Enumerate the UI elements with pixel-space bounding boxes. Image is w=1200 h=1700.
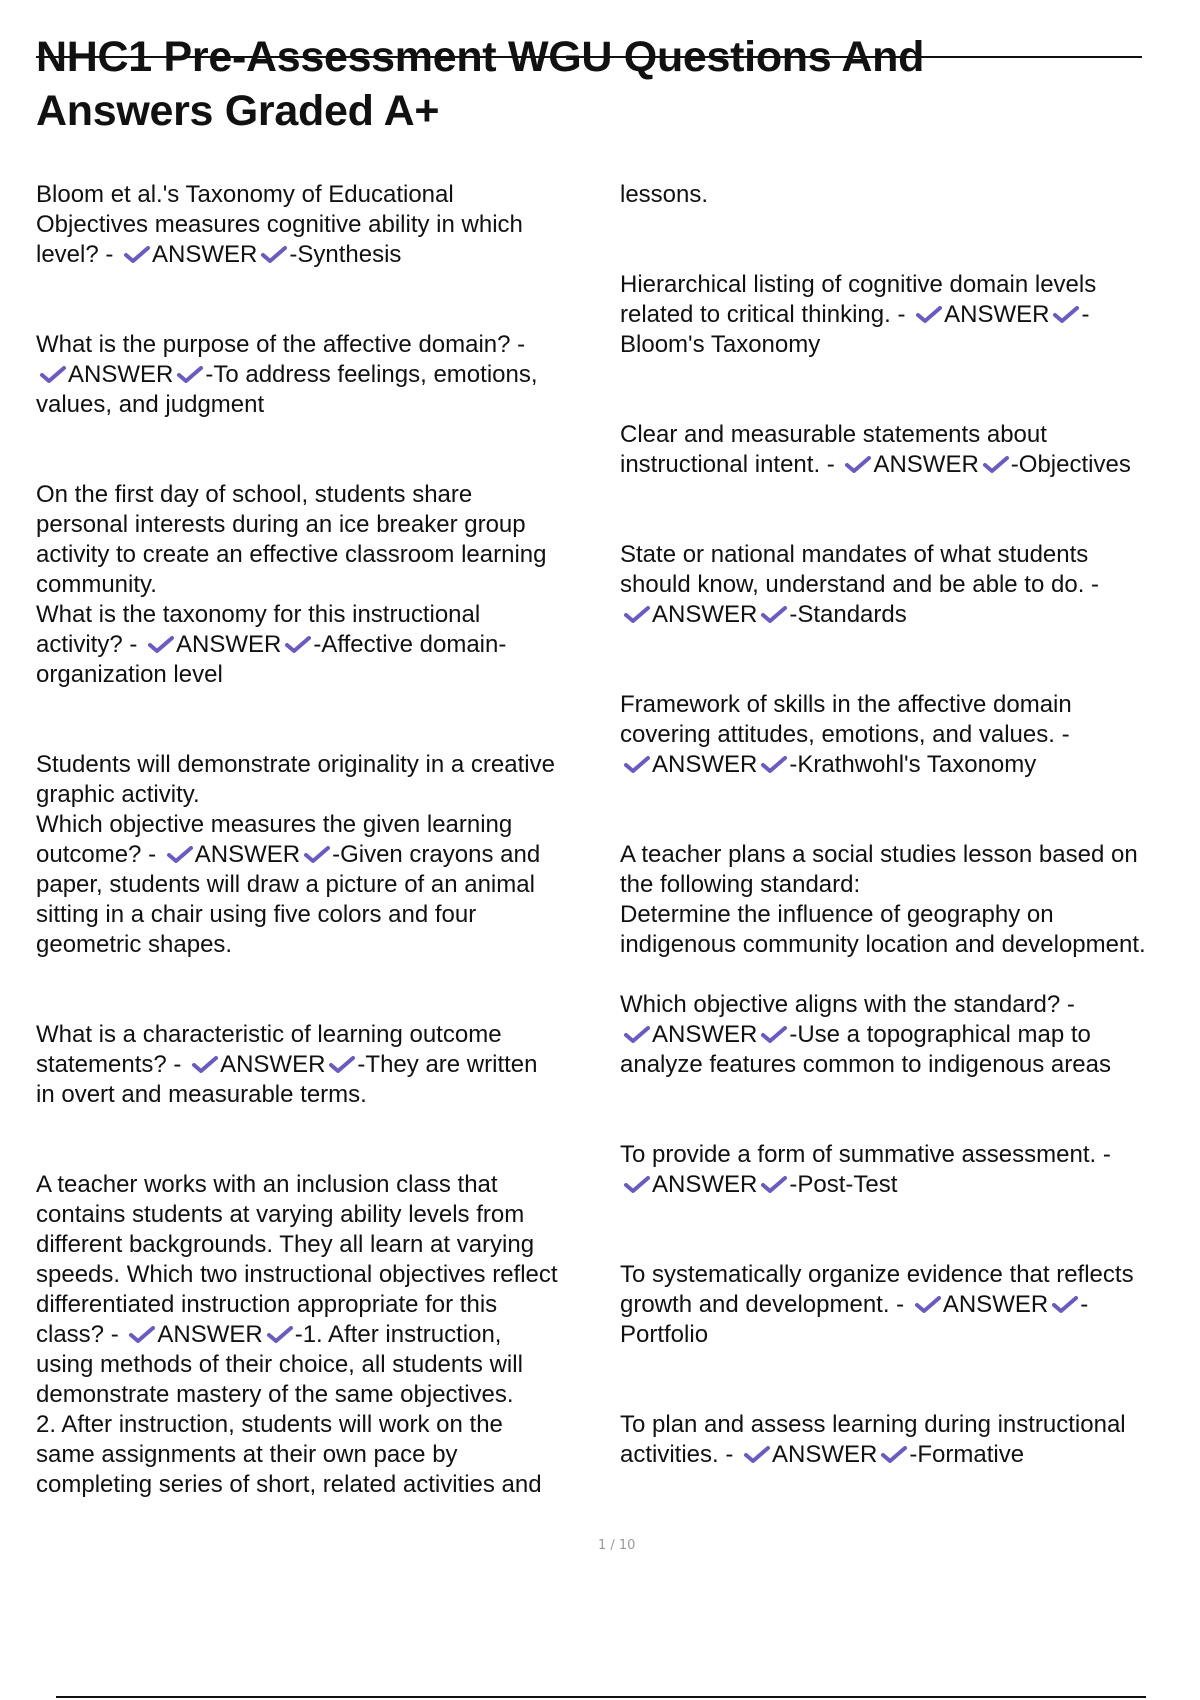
answer-line <box>620 750 1200 780</box>
question-text: What is a characteristic of learning outcome <box>36 1021 502 1048</box>
qa-item <box>620 540 1200 630</box>
check-icon <box>624 756 650 774</box>
answer-label: ANSWER <box>652 751 758 778</box>
answer-text: -1. After instruction, <box>294 1321 502 1348</box>
answer-line <box>36 360 611 390</box>
answer-text: - <box>1081 301 1090 328</box>
question-text: activity to create an effective classroom learning <box>36 541 547 568</box>
qa-item <box>620 690 1200 780</box>
qa-continuation <box>620 180 1200 210</box>
question-text: differentiated instruction appropriate for this <box>36 1291 498 1318</box>
question-text: Objectives measures cognitive ability in which <box>36 211 523 238</box>
answer-label: ANSWER <box>194 841 301 868</box>
answer-text: - <box>1080 1291 1089 1318</box>
answer-label: ANSWER <box>157 1321 263 1348</box>
answer-text: 2. After instruction, students will work on the <box>36 1411 503 1438</box>
answer-line <box>620 1020 1200 1050</box>
answer-text: demonstrate mastery of the same objectives. <box>36 1381 514 1408</box>
question-text: graphic activity. <box>36 781 200 808</box>
question-answer-line <box>620 300 1200 330</box>
question-text: covering attitudes, emotions, and values. - <box>620 721 1070 748</box>
question-text: Which objective aligns with the standard? - <box>620 991 1075 1018</box>
question-text: To provide a form of summative assessment. - <box>620 1141 1111 1168</box>
right-column <box>620 180 1200 1470</box>
answer-label: ANSWER <box>772 1441 878 1468</box>
title-line-2: Answers Graded A+ <box>36 87 440 135</box>
question-text: activity? - <box>36 631 138 658</box>
question-text: On the first day of school, students share <box>36 481 473 508</box>
bottom-rule <box>56 1696 1146 1698</box>
answer-text: paper, students will draw a picture of an animal <box>36 871 535 898</box>
question-text: different backgrounds. They all learn at varying <box>36 1231 535 1258</box>
question-text: Determine the influence of geography on <box>620 901 1054 928</box>
check-icon <box>915 1296 941 1314</box>
title-line-1: NHC1 Pre-Assessment WGU Questions And <box>36 33 925 81</box>
check-icon <box>177 366 203 384</box>
question-text: A teacher plans a social studies lesson based on <box>620 841 1138 868</box>
question-answer-line <box>620 1440 1200 1470</box>
answer-line <box>620 1170 1200 1200</box>
check-icon <box>881 1446 907 1464</box>
answer-text: -To address feelings, emotions, <box>205 361 538 388</box>
answer-label: ANSWER <box>942 1291 1049 1318</box>
question-text: should know, understand and be able to do. - <box>620 571 1100 598</box>
qa-item <box>620 840 1200 1080</box>
answer-label: ANSWER <box>68 361 174 388</box>
question-text: the following standard: <box>620 871 861 898</box>
answer-line <box>620 600 1200 630</box>
question-text: personal interests during an ice breaker group <box>36 511 526 538</box>
question-text: statements? - <box>36 1051 182 1078</box>
answer-text: sitting in a chair using five colors and four <box>36 901 477 928</box>
check-icon <box>761 1026 787 1044</box>
answer-text: organization level <box>36 661 223 688</box>
check-icon <box>916 306 942 324</box>
answer-label: ANSWER <box>652 601 758 628</box>
qa-item <box>36 330 611 420</box>
question-text: activities. - <box>620 1441 734 1468</box>
question-text: Bloom et al.'s Taxonomy of Educational <box>36 181 454 208</box>
question-answer-line <box>620 450 1200 480</box>
check-icon <box>624 1176 650 1194</box>
qa-item <box>36 180 611 270</box>
question-answer-line <box>36 840 611 870</box>
question-answer-line <box>36 630 611 660</box>
answer-text: -Post-Test <box>789 1171 898 1198</box>
check-icon <box>267 1326 293 1344</box>
qa-item <box>36 1170 611 1500</box>
answer-text: Bloom's Taxonomy <box>620 331 821 358</box>
question-answer-line <box>36 1050 611 1080</box>
answer-text: -Krathwohl's Taxonomy <box>789 751 1037 778</box>
check-icon <box>124 246 150 264</box>
answer-text: using methods of their choice, all students will <box>36 1351 523 1378</box>
page-indicator: 1 / 10 <box>598 1538 636 1553</box>
question-text: Hierarchical listing of cognitive domain levels <box>620 271 1097 298</box>
qa-item <box>620 420 1200 480</box>
check-icon <box>148 636 174 654</box>
answer-label: ANSWER <box>944 301 1050 328</box>
check-icon <box>129 1326 155 1344</box>
check-icon <box>1053 306 1079 324</box>
qa-item <box>36 1020 611 1110</box>
answer-text: -They are written <box>357 1051 538 1078</box>
answer-text: geometric shapes. <box>36 931 233 958</box>
question-text: To plan and assess learning during instructional <box>620 1411 1126 1438</box>
qa-item <box>36 480 611 690</box>
answer-text: -Use a topographical map to <box>789 1021 1091 1048</box>
check-icon <box>624 606 650 624</box>
qa-item <box>620 270 1200 360</box>
qa-item <box>620 1140 1200 1200</box>
answer-label: ANSWER <box>873 451 979 478</box>
check-icon <box>761 1176 787 1194</box>
answer-text: in overt and measurable terms. <box>36 1081 367 1108</box>
check-icon <box>845 456 871 474</box>
check-icon <box>329 1056 355 1074</box>
question-answer-line <box>36 240 611 270</box>
question-text: class? - <box>36 1321 119 1348</box>
answer-text: Portfolio <box>620 1321 709 1348</box>
answer-text: -Given crayons and <box>332 841 541 868</box>
answer-text: -Formative <box>909 1441 1025 1468</box>
answer-text: analyze features common to indigenous areas <box>620 1051 1111 1078</box>
answer-text: -Standards <box>789 601 907 628</box>
question-text: instructional intent. - <box>620 451 835 478</box>
check-icon <box>624 1026 650 1044</box>
question-text: related to critical thinking. - <box>620 301 906 328</box>
check-icon <box>167 846 193 864</box>
answer-text: -Affective domain- <box>313 631 507 658</box>
answer-text: -Objectives <box>1010 451 1131 478</box>
question-text: To systematically organize evidence that reflects <box>620 1261 1134 1288</box>
question-answer-line <box>36 1320 611 1350</box>
question-answer-line <box>620 1290 1200 1320</box>
question-text: What is the taxonomy for this instructional <box>36 601 481 628</box>
question-text: indigenous community location and development. <box>620 931 1146 958</box>
check-icon <box>761 606 787 624</box>
question-text: level? - <box>36 241 114 268</box>
qa-item <box>620 1260 1200 1350</box>
question-text: speeds. Which two instructional objectives reflect <box>36 1261 558 1288</box>
answer-text: -Synthesis <box>289 241 402 268</box>
answer-label: ANSWER <box>220 1051 326 1078</box>
question-text: community. <box>36 571 157 598</box>
check-icon <box>1052 1296 1078 1314</box>
check-icon <box>285 636 311 654</box>
answer-label: ANSWER <box>652 1021 758 1048</box>
question-text: Clear and measurable statements about <box>620 421 1047 448</box>
check-icon <box>304 846 330 864</box>
check-icon <box>983 456 1009 474</box>
check-icon <box>761 756 787 774</box>
question-text: What is the purpose of the affective domain? - <box>36 331 526 358</box>
question-text: contains students at varying ability levels from <box>36 1201 525 1228</box>
qa-item <box>620 1410 1200 1470</box>
answer-text: values, and judgment <box>36 391 265 418</box>
answer-label: ANSWER <box>152 241 258 268</box>
question-text: State or national mandates of what students <box>620 541 1089 568</box>
check-icon <box>261 246 287 264</box>
check-icon <box>40 366 66 384</box>
document-title <box>36 30 1156 138</box>
answer-label: ANSWER <box>176 631 282 658</box>
answer-text: completing series of short, related activities and <box>36 1471 542 1498</box>
question-text: Students will demonstrate originality in a creative <box>36 751 555 778</box>
question-text: growth and development. - <box>620 1291 905 1318</box>
check-icon <box>744 1446 770 1464</box>
check-icon <box>192 1056 218 1074</box>
question-text: Framework of skills in the affective domain <box>620 691 1072 718</box>
answer-text: same assignments at their own pace by <box>36 1441 458 1468</box>
answer-text: lessons. <box>620 181 709 208</box>
question-text: Which objective measures the given learning <box>36 811 513 838</box>
answer-label: ANSWER <box>652 1171 758 1198</box>
question-text: A teacher works with an inclusion class that <box>36 1171 498 1198</box>
left-column <box>36 180 611 1500</box>
question-text: outcome? - <box>36 841 157 868</box>
qa-item <box>36 750 611 960</box>
